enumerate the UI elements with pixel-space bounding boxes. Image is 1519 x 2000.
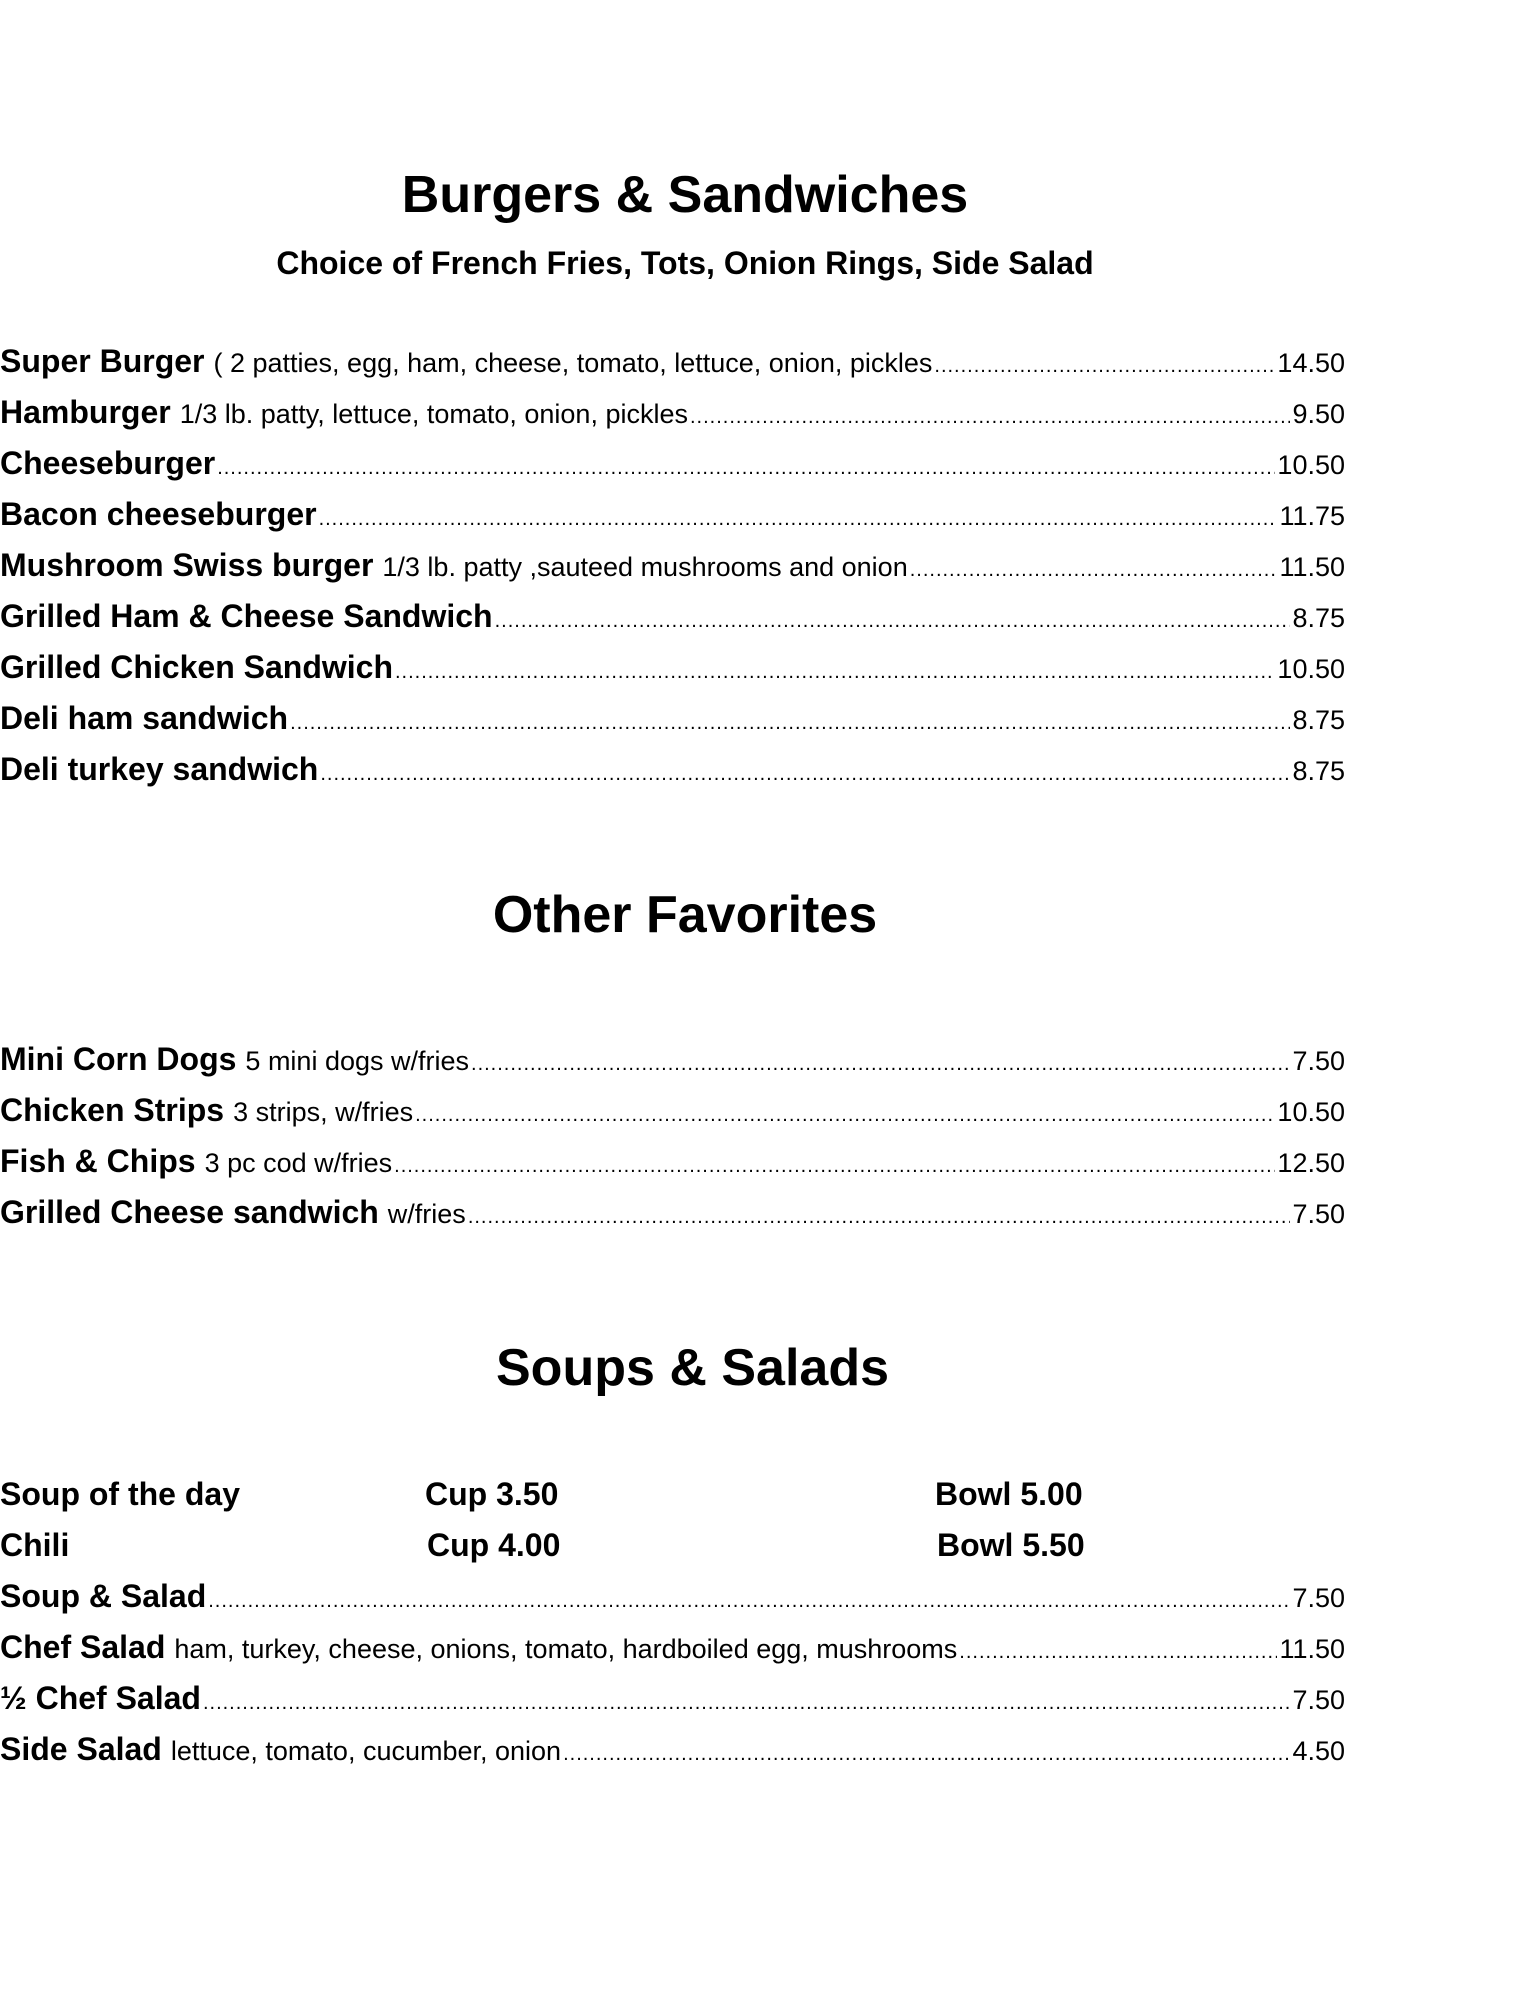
dot-leader — [690, 392, 1290, 438]
item-description: lettuce, tomato, cucumber, onion — [170, 1736, 562, 1766]
item-name: Chili — [0, 1527, 70, 1563]
soups-title: Soups & Salads — [496, 1339, 889, 1397]
cup-price: Cup 3.50 — [425, 1476, 559, 1512]
menu-item-mini-corn-dogs — [0, 1034, 1345, 1085]
dot-leader — [208, 1576, 1290, 1622]
menu-item-deli-turkey — [0, 744, 1345, 795]
burgers-subtitle: Choice of French Fries, Tots, Onion Rings, Side Salad — [276, 245, 1094, 281]
dot-leader — [471, 1039, 1290, 1085]
dot-leader — [563, 1729, 1290, 1775]
item-name: Deli ham sandwich — [0, 700, 289, 736]
bowl-price: Bowl 5.50 — [937, 1527, 1085, 1563]
menu-item-chili — [0, 1520, 1345, 1571]
menu-item-grilled-cheese — [0, 1187, 1345, 1238]
favorites-title: Other Favorites — [492, 886, 878, 944]
menu-item-chicken-strips — [0, 1085, 1345, 1136]
item-price: 4.50 — [1292, 1736, 1345, 1766]
item-description: 1/3 lb. patty, lettuce, tomato, onion, pickles — [179, 399, 688, 429]
soups-list — [0, 1469, 1345, 1775]
item-description: w/fries — [387, 1199, 466, 1229]
dot-leader — [203, 1678, 1290, 1724]
item-name: Grilled Cheese sandwich — [0, 1194, 379, 1230]
burgers-list — [0, 336, 1345, 795]
item-price: 8.75 — [1292, 756, 1345, 786]
item-description: 3 pc cod w/fries — [204, 1148, 393, 1178]
menu-item-hamburger — [0, 387, 1345, 438]
menu-item-mushroom-swiss-burger — [0, 540, 1345, 591]
dot-leader — [415, 1090, 1275, 1136]
bowl-price: Bowl 5.00 — [935, 1476, 1083, 1512]
item-price: 11.50 — [1279, 552, 1345, 582]
item-name: Grilled Chicken Sandwich — [0, 649, 393, 685]
item-price: 8.75 — [1292, 705, 1345, 735]
menu-item-soup-of-the-day — [0, 1469, 1345, 1520]
menu-item-soup-salad — [0, 1571, 1345, 1622]
menu-item-bacon-cheeseburger — [0, 489, 1345, 540]
item-name: Mini Corn Dogs — [0, 1041, 237, 1077]
item-price: 7.50 — [1292, 1583, 1345, 1613]
item-description: ( 2 patties, egg, ham, cheese, tomato, lettuce, onion, pickles — [213, 348, 933, 378]
menu-item-grilled-ham-cheese — [0, 591, 1345, 642]
item-description: 1/3 lb. patty ,sauteed mushrooms and onion — [382, 552, 908, 582]
cup-price: Cup 4.00 — [427, 1527, 561, 1563]
item-name: Fish & Chips — [0, 1143, 196, 1179]
dot-leader — [217, 443, 1275, 489]
item-name: Mushroom Swiss burger — [0, 547, 374, 583]
menu-item-cheeseburger — [0, 438, 1345, 489]
item-price: 10.50 — [1277, 1097, 1345, 1127]
item-price: 7.50 — [1292, 1199, 1345, 1229]
item-name: Side Salad — [0, 1731, 162, 1767]
favorites-list — [0, 1034, 1345, 1238]
menu-item-half-chef-salad — [0, 1673, 1345, 1724]
item-price: 14.50 — [1277, 348, 1345, 378]
item-description: ham, turkey, cheese, onions, tomato, hardboiled egg, mushrooms — [174, 1634, 958, 1664]
dot-leader — [395, 647, 1275, 693]
menu-item-fish-chips — [0, 1136, 1345, 1187]
item-name: Bacon cheeseburger — [0, 496, 317, 532]
item-price: 11.75 — [1279, 501, 1345, 531]
menu-item-chef-salad — [0, 1622, 1345, 1673]
item-name: Deli turkey sandwich — [0, 751, 319, 787]
item-name: Chef Salad — [0, 1629, 166, 1665]
item-description: 3 strips, w/fries — [233, 1097, 414, 1127]
item-price: 8.75 — [1292, 603, 1345, 633]
menu-item-grilled-chicken — [0, 642, 1345, 693]
item-price: 7.50 — [1292, 1685, 1345, 1715]
dot-leader — [495, 596, 1291, 642]
dot-leader — [959, 1627, 1277, 1673]
item-price: 9.50 — [1292, 399, 1345, 429]
item-price: 12.50 — [1277, 1148, 1345, 1178]
item-name: Hamburger — [0, 394, 171, 430]
item-name: ½ Chef Salad — [0, 1680, 201, 1716]
item-price: 7.50 — [1292, 1046, 1345, 1076]
menu-item-side-salad — [0, 1724, 1345, 1775]
item-name: Super Burger — [0, 343, 205, 379]
item-name: Grilled Ham & Cheese Sandwich — [0, 598, 493, 634]
item-price: 10.50 — [1277, 654, 1345, 684]
item-name: Soup & Salad — [0, 1578, 207, 1614]
burgers-title: Burgers & Sandwiches — [401, 166, 969, 224]
item-name: Chicken Strips — [0, 1092, 225, 1128]
item-description: 5 mini dogs w/fries — [245, 1046, 470, 1076]
item-price: 10.50 — [1277, 450, 1345, 480]
dot-leader — [934, 341, 1275, 387]
item-price: 11.50 — [1279, 1634, 1345, 1664]
dot-leader — [910, 545, 1278, 591]
menu-item-super-burger — [0, 336, 1345, 387]
dot-leader — [394, 1141, 1275, 1187]
dot-leader — [468, 1192, 1291, 1238]
item-name: Cheeseburger — [0, 445, 216, 481]
dot-leader — [290, 698, 1290, 744]
dot-leader — [319, 494, 1278, 540]
menu-item-deli-ham — [0, 693, 1345, 744]
dot-leader — [320, 749, 1290, 795]
item-name: Soup of the day — [0, 1476, 240, 1512]
